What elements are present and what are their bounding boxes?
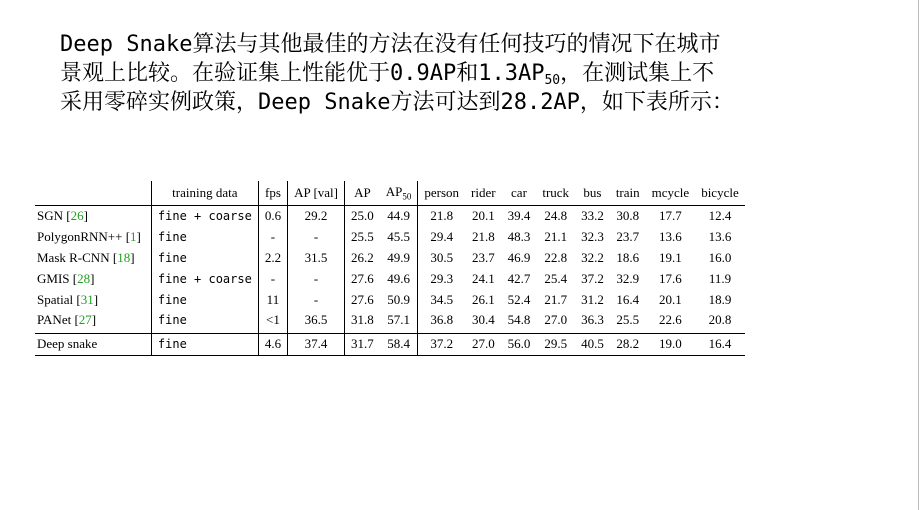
header-ap50-sub: 50 (402, 191, 412, 202)
method-cell: SGN [26] (37, 208, 88, 224)
cell-bus: 31.2 (581, 291, 604, 307)
cell-ap50: 50.9 (387, 291, 410, 307)
cell-ap50: 49.6 (387, 270, 410, 286)
cell-ap-val: 29.2 (288, 206, 345, 227)
header-ap: AP (345, 181, 380, 206)
cell-car: 42.7 (507, 270, 531, 286)
cell-ap-val: 31.5 (288, 248, 345, 269)
cell-mcycle: 13.6 (659, 229, 682, 245)
method-name: PolygonRNN++ (37, 229, 123, 245)
cell-mcycle: 17.7 (659, 208, 682, 224)
header-ap50-base: AP (385, 184, 403, 200)
cell-bicycle: 11.9 (708, 270, 732, 286)
header-rider: rider (465, 181, 502, 206)
ap50-subscript: 50 (544, 73, 561, 88)
cell-mcycle: 19.0 (646, 333, 696, 355)
method-name: GMIS (37, 270, 70, 286)
table-header-row (35, 181, 745, 206)
method-name: SGN (37, 208, 64, 224)
cell-person: 37.2 (418, 333, 465, 355)
header-truck: truck (536, 181, 575, 206)
header-car: car (502, 181, 537, 206)
paragraph-line-1: Deep Snake算法与其他最佳的方法在没有任何技巧的情况下在城市 (60, 32, 721, 57)
cell-person: 36.8 (418, 310, 465, 333)
cell-ap50: 45.5 (387, 229, 410, 245)
table-row (35, 310, 745, 333)
header-mcycle: mcycle (646, 181, 696, 206)
method-cell: GMIS [28] (37, 270, 95, 286)
cell-train: 23.7 (616, 229, 640, 245)
cell-person: 30.5 (418, 248, 465, 269)
cell-train: 30.8 (616, 208, 640, 224)
header-fps: fps (258, 181, 287, 206)
method-cell: PolygonRNN++ [1] (37, 229, 141, 245)
cell-ap-val: - (288, 268, 345, 289)
cell-train: 28.2 (610, 333, 646, 355)
cell-mcycle: 22.6 (659, 312, 682, 328)
cell-car: 56.0 (502, 333, 537, 355)
header-bus: bus (575, 181, 610, 206)
header-person: person (418, 181, 465, 206)
header-train: train (610, 181, 646, 206)
cell-truck: 29.5 (536, 333, 575, 355)
header-method (35, 181, 151, 206)
cell-ap-val: - (288, 227, 345, 248)
method-name: Deep snake (37, 336, 98, 352)
cell-truck: 27.0 (544, 312, 568, 328)
cell-mcycle: 19.1 (659, 249, 682, 265)
header-bicycle: bicycle (695, 181, 745, 206)
cell-ap: 27.6 (345, 289, 380, 310)
results-table (35, 181, 745, 356)
table-row (35, 333, 745, 355)
table-row (35, 227, 745, 248)
table-row (35, 289, 745, 310)
cell-bicycle: 16.4 (695, 333, 745, 355)
cell-training: fine (151, 248, 258, 269)
method-cell: PANet [27] (37, 312, 97, 328)
cell-truck: 22.8 (544, 249, 568, 265)
cell-truck: 24.8 (544, 208, 568, 224)
cell-car: 52.4 (507, 291, 531, 307)
cell-train: 25.5 (616, 312, 640, 328)
cell-rider: 20.1 (471, 208, 495, 224)
description-paragraph (60, 30, 850, 117)
header-ap50 (380, 181, 418, 206)
cell-fps: - (258, 227, 287, 248)
cell-truck: 25.4 (544, 270, 568, 286)
cell-training: fine + coarse (151, 206, 258, 227)
header-ap-val: AP [val] (288, 181, 345, 206)
citation-link[interactable]: 18 (117, 249, 131, 265)
cell-car: 46.9 (507, 249, 531, 265)
cell-ap50: 58.4 (380, 333, 418, 355)
cell-car: 48.3 (507, 229, 531, 245)
cell-bus: 32.3 (581, 229, 604, 245)
cell-fps: 0.6 (258, 206, 287, 227)
cell-training: fine (151, 227, 258, 248)
cell-ap: 31.8 (345, 310, 380, 333)
cell-ap-val: 36.5 (288, 310, 345, 333)
cell-mcycle: 20.1 (659, 291, 682, 307)
citation-link[interactable]: 31 (80, 291, 94, 307)
paragraph-line-2 (60, 59, 850, 88)
table-row (35, 248, 745, 269)
cell-ap: 31.7 (345, 333, 380, 355)
cell-fps: <1 (258, 310, 287, 333)
cell-truck: 21.1 (544, 229, 568, 245)
cell-train: 16.4 (616, 291, 640, 307)
cell-bicycle: 20.8 (708, 312, 732, 328)
cell-bicycle: 12.4 (708, 208, 732, 224)
cell-rider: 24.1 (471, 270, 495, 286)
cell-training: fine (151, 333, 258, 355)
method-cell: Spatial [31] (37, 291, 99, 307)
cell-fps: 11 (258, 289, 287, 310)
cell-person: 29.4 (418, 227, 465, 248)
cell-training: fine (151, 310, 258, 333)
cell-bus: 32.2 (581, 249, 604, 265)
cell-rider: 30.4 (471, 312, 495, 328)
citation-link[interactable]: 26 (70, 208, 84, 224)
cell-person: 21.8 (418, 206, 465, 227)
cell-bus: 37.2 (581, 270, 604, 286)
cell-training: fine (151, 289, 258, 310)
cell-ap50: 57.1 (387, 312, 410, 328)
cell-bicycle: 13.6 (708, 229, 732, 245)
cell-car: 39.4 (507, 208, 531, 224)
cell-truck: 21.7 (544, 291, 568, 307)
cell-car: 54.8 (507, 312, 531, 328)
cell-fps: 2.2 (258, 248, 287, 269)
cell-person: 34.5 (418, 289, 465, 310)
citation-link[interactable]: 28 (77, 270, 91, 286)
cell-fps: 4.6 (258, 333, 287, 355)
cell-rider: 21.8 (471, 229, 495, 245)
method-name: Spatial (37, 291, 74, 307)
citation-link[interactable]: 1 (130, 229, 137, 245)
cell-bus: 33.2 (581, 208, 604, 224)
header-training-data: training data (151, 181, 258, 206)
method-name: Mask R-CNN (37, 249, 110, 265)
cell-rider: 27.0 (465, 333, 502, 355)
method-name: PANet (37, 312, 72, 328)
cell-bicycle: 16.0 (708, 249, 732, 265)
cell-training: fine + coarse (151, 268, 258, 289)
table-row (35, 206, 745, 227)
cell-ap-val: - (288, 289, 345, 310)
method-cell: Mask R-CNN [18] (37, 249, 135, 265)
table-body (35, 206, 745, 356)
cell-ap50: 49.9 (387, 249, 410, 265)
paragraph-line-2-start: 景观上比较。在验证集上性能优于0.9AP和1.3AP (60, 61, 545, 86)
cell-ap50: 44.9 (387, 208, 410, 224)
cell-person: 29.3 (418, 268, 465, 289)
cell-bicycle: 18.9 (708, 291, 732, 307)
cell-ap: 25.0 (345, 206, 380, 227)
cell-ap-val: 37.4 (288, 333, 345, 355)
cell-train: 18.6 (616, 249, 640, 265)
cell-fps: - (258, 268, 287, 289)
paragraph-line-3: 采用零碎实例政策，Deep Snake方法可达到28.2AP，如下表所示： (60, 90, 734, 115)
table-row (35, 268, 745, 289)
cell-ap: 27.6 (345, 268, 380, 289)
cell-mcycle: 17.6 (659, 270, 682, 286)
cell-rider: 23.7 (471, 249, 495, 265)
cell-train: 32.9 (616, 270, 640, 286)
method-cell (35, 333, 151, 355)
cell-bus: 36.3 (581, 312, 604, 328)
cell-bus: 40.5 (575, 333, 610, 355)
cell-ap: 25.5 (345, 227, 380, 248)
citation-link[interactable]: 27 (78, 312, 92, 328)
cell-ap: 26.2 (345, 248, 380, 269)
cell-rider: 26.1 (471, 291, 495, 307)
paragraph-line-2-end: ，在测试集上不 (560, 61, 715, 86)
